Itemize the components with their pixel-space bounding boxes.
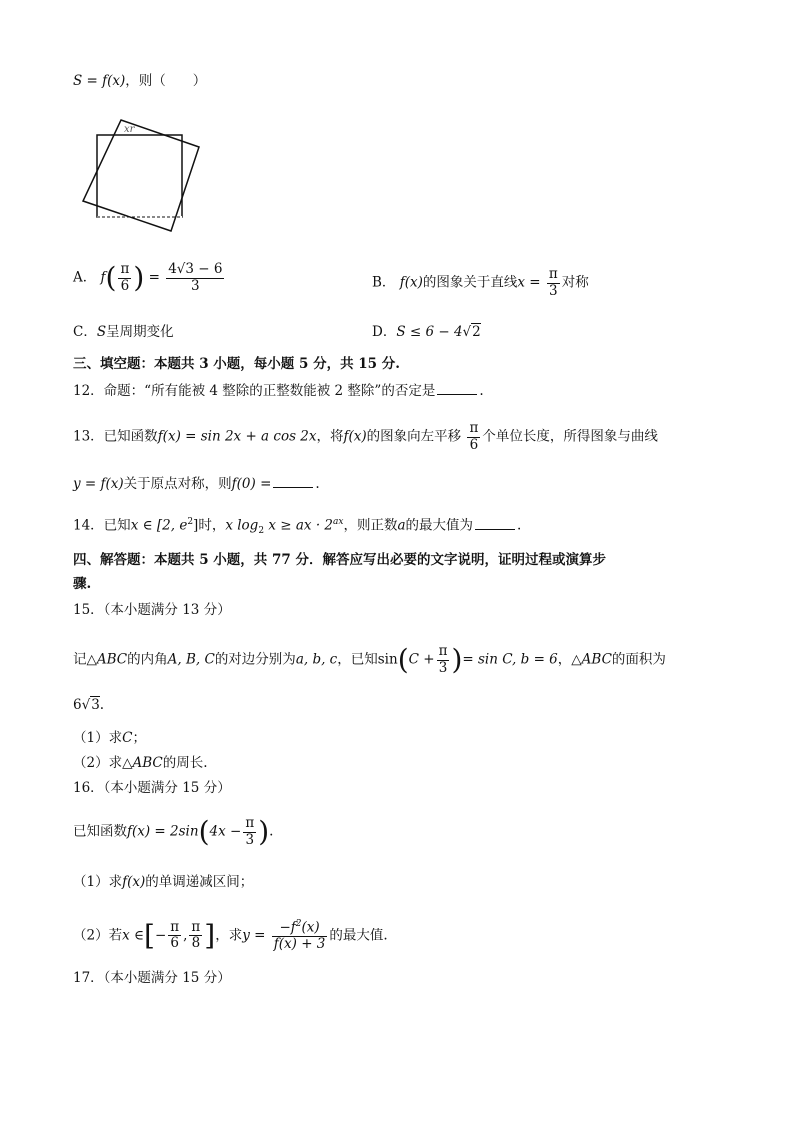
outer-square (97, 135, 182, 217)
section-4-line2: 骤. (73, 576, 92, 592)
q15-part2: （2）求△ABC的周长. (73, 755, 208, 771)
option-c (73, 326, 174, 340)
q13-fx: f(x) = sin 2x + a cos 2x (157, 428, 317, 445)
option-d-letter: D． (372, 324, 397, 340)
option-a-value-frac: $\frac{4√3 - 6}{3}$ (168, 261, 223, 294)
option-b-fx: f(x) (399, 274, 423, 291)
option-a-letter: A． (73, 269, 97, 286)
q15-frac: $\frac{\pi}{3}$ (438, 643, 448, 676)
option-d-expr: S ≤ 6 − 4 (396, 324, 463, 340)
q13-blank[interactable] (273, 487, 313, 488)
option-b-text1: 的图象关于直线 (422, 274, 518, 291)
question-14: 14．已知x ∈ [2, $e^2$]时，x $\log_2 x$ ≥ ax · $2^{ax}$，则正数a的最大值为 . (73, 517, 522, 537)
option-b-text2: 对称 (561, 274, 589, 291)
q16-header: 16．（本小题满分 15 分） (73, 780, 231, 796)
option-b-xeq: x = (517, 274, 541, 291)
option-c-letter: C． (73, 324, 97, 340)
question-13-line1: 13．已知函数f(x) = sin 2x + a cos 2x，将f(x)的图象向左平移 $\frac{\pi}{6}$ 个单位长度，所得图象与曲线 (73, 420, 658, 453)
q12-blank[interactable] (437, 394, 477, 395)
section-4-line1: 四、解答题：本题共 5 小题，共 77 分．解答应写出必要的文字说明，证明过程或演算步 (73, 552, 606, 568)
section-3-title: 三、填空题：本题共 3 小题，每小题 5 分，共 15 分. (73, 356, 400, 372)
option-d-root: 2 (472, 324, 481, 340)
option-b-frac: $\frac{\pi}{3}$ (548, 266, 558, 299)
option-b (372, 268, 589, 298)
q16-part1: （1）求f(x)的单调递减区间； (73, 874, 254, 890)
option-a-arg-frac: $\frac{\pi}{6}$ (120, 261, 130, 294)
figure-label: xr (124, 124, 135, 135)
q16-y-frac: $\frac{-f^2(x)}{f(x) + 3}$ (273, 919, 326, 952)
option-c-text: 呈周期变化 (106, 324, 174, 340)
q17-header: 17．（本小题满分 15 分） (73, 970, 231, 986)
q16-statement: 已知函数f(x) = 2sin(4x − $\frac{\pi}{3}$ ). (73, 815, 274, 848)
option-d: D．S ≤ 6 − 4√2 (372, 324, 481, 340)
q14-blank[interactable] (475, 529, 515, 530)
intro-tail: ，则（ ） (125, 73, 207, 89)
q15-area: 6√3. (73, 697, 105, 713)
intro-line (73, 75, 206, 89)
q15-part1: （1）求C； (73, 730, 146, 746)
q12-text: 12．命题：“所有能被 4 整除的正整数能被 2 整除”的否定是 (73, 383, 436, 399)
option-b-letter: B． (372, 274, 396, 291)
option-a-f: f (100, 269, 106, 286)
q16-int-frac2: $\frac{\pi}{8}$ (191, 918, 201, 952)
rotated-squares-figure (80, 115, 205, 235)
q14-cond: x ∈ [2, e (130, 517, 188, 534)
q13-shift-frac: $\frac{\pi}{6}$ (469, 420, 479, 453)
q16-int-frac1: $\frac{\pi}{6}$ (170, 918, 180, 952)
s-expr: S = f(x) (73, 73, 126, 89)
q15-header: 15．（本小题满分 13 分） (73, 602, 231, 618)
option-c-s: S (96, 324, 107, 340)
q16-frac: $\frac{\pi}{3}$ (245, 815, 255, 848)
option-a: A． f( $\frac{\pi}{6}$ ) = $\frac{4√3 - 6}{3}$ (73, 261, 223, 294)
question-13-line2: y = f(x)关于原点对称，则f(0) = . (73, 476, 320, 492)
question-12: 12．命题：“所有能被 4 整除的正整数能被 2 整除”的否定是 . (73, 383, 484, 399)
q15-statement: 记△ABC的内角A, B, C的对边分别为a, b, c，已知sin(C + $\frac{\pi}{3}$ )= sin C, b = 6，△ABC的面积为 (73, 643, 666, 676)
q16-part2: （2）若x ∈[− $\frac{\pi}{6}$ , $\frac{\pi}{8}$ ]，求y = $\frac{-f^2(x)}{f(x) + 3}$ 的最大值. (73, 918, 388, 952)
q13-text1: 13．已知函数 (73, 428, 158, 445)
